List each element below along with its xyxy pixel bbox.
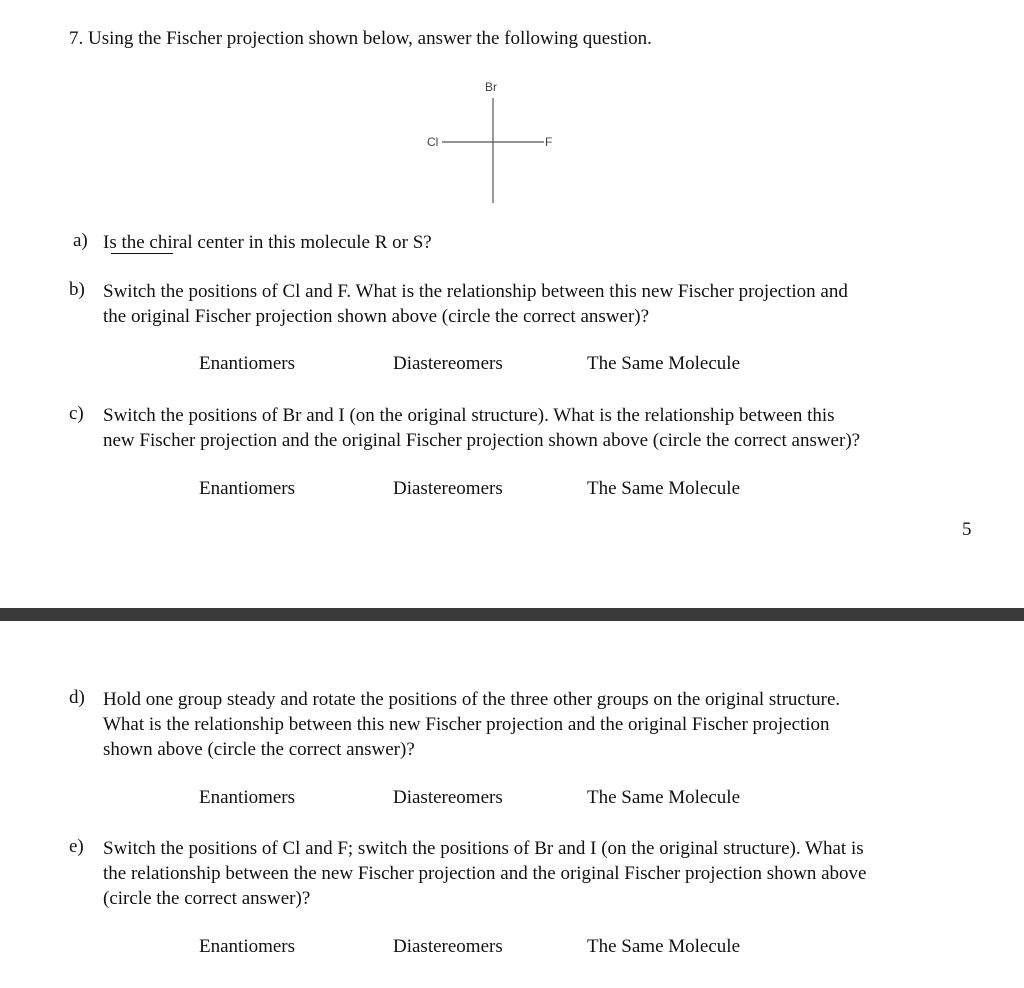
option-enantiomers[interactable]: Enantiomers [199,478,296,499]
page-number: 5 [962,519,972,540]
part-b-line1: Switch the positions of Cl and F. What is the relationship between this new Fischer projection and [103,281,848,302]
part-a-question: Is the chiral center in this molecule R or S? [103,232,432,253]
part-d-line3: shown above (circle the correct answer)? [103,739,415,760]
part-c-label: c) [69,403,84,424]
part-d-line1: Hold one group steady and rotate the positions of the three other groups on the original structure. [103,689,841,710]
option-diastereomers[interactable]: Diastereomers [393,478,503,499]
part-b-label: b) [69,279,85,300]
part-d-text [103,687,840,762]
option-enantiomers[interactable]: Enantiomers [199,787,296,808]
question-title [69,28,652,50]
option-same-molecule[interactable]: The Same Molecule [587,478,741,499]
part-c-line1: Switch the positions of Br and I (on the original structure). What is the relationship between this [103,405,835,426]
part-e-line1: Switch the positions of Cl and F; switch the positions of Br and I (on the original structure). What is [103,838,864,859]
option-enantiomers[interactable]: Enantiomers [199,936,296,957]
question-number: 7. [69,28,84,49]
option-same-molecule[interactable]: The Same Molecule [587,353,741,374]
part-b-text [103,279,848,329]
part-e-line3: (circle the correct answer)? [103,888,311,909]
option-same-molecule[interactable]: The Same Molecule [587,936,741,957]
option-diastereomers[interactable]: Diastereomers [393,353,503,374]
option-diastereomers[interactable]: Diastereomers [393,787,503,808]
part-e-label: e) [69,836,84,857]
part-e-text [103,836,866,911]
fischer-left-label: Cl [427,135,439,149]
part-d-line2: What is the relationship between this new Fischer projection and the original Fischer projection [103,714,830,735]
part-c-text [103,403,860,453]
option-diastereomers[interactable]: Diastereomers [393,936,503,957]
part-c-line2: new Fischer projection and the original Fischer projection shown above (circle the correct answer)? [103,430,861,451]
part-a-label: a) [73,230,88,251]
option-enantiomers[interactable]: Enantiomers [199,353,296,374]
option-same-molecule[interactable]: The Same Molecule [587,787,741,808]
fischer-top-label: Br [485,80,497,94]
part-b-line2: the original Fischer projection shown above (circle the correct answer)? [103,306,650,327]
part-e-line2: the relationship between the new Fischer projection and the original Fischer projection shown above [103,863,867,884]
answer-blank[interactable] [111,253,173,254]
page-divider [0,608,1024,621]
question-text: Using the Fischer projection shown below, answer the following question. [88,28,652,49]
part-d-label: d) [69,687,85,708]
part-a-text [103,230,432,256]
fischer-right-label: F [545,135,553,149]
